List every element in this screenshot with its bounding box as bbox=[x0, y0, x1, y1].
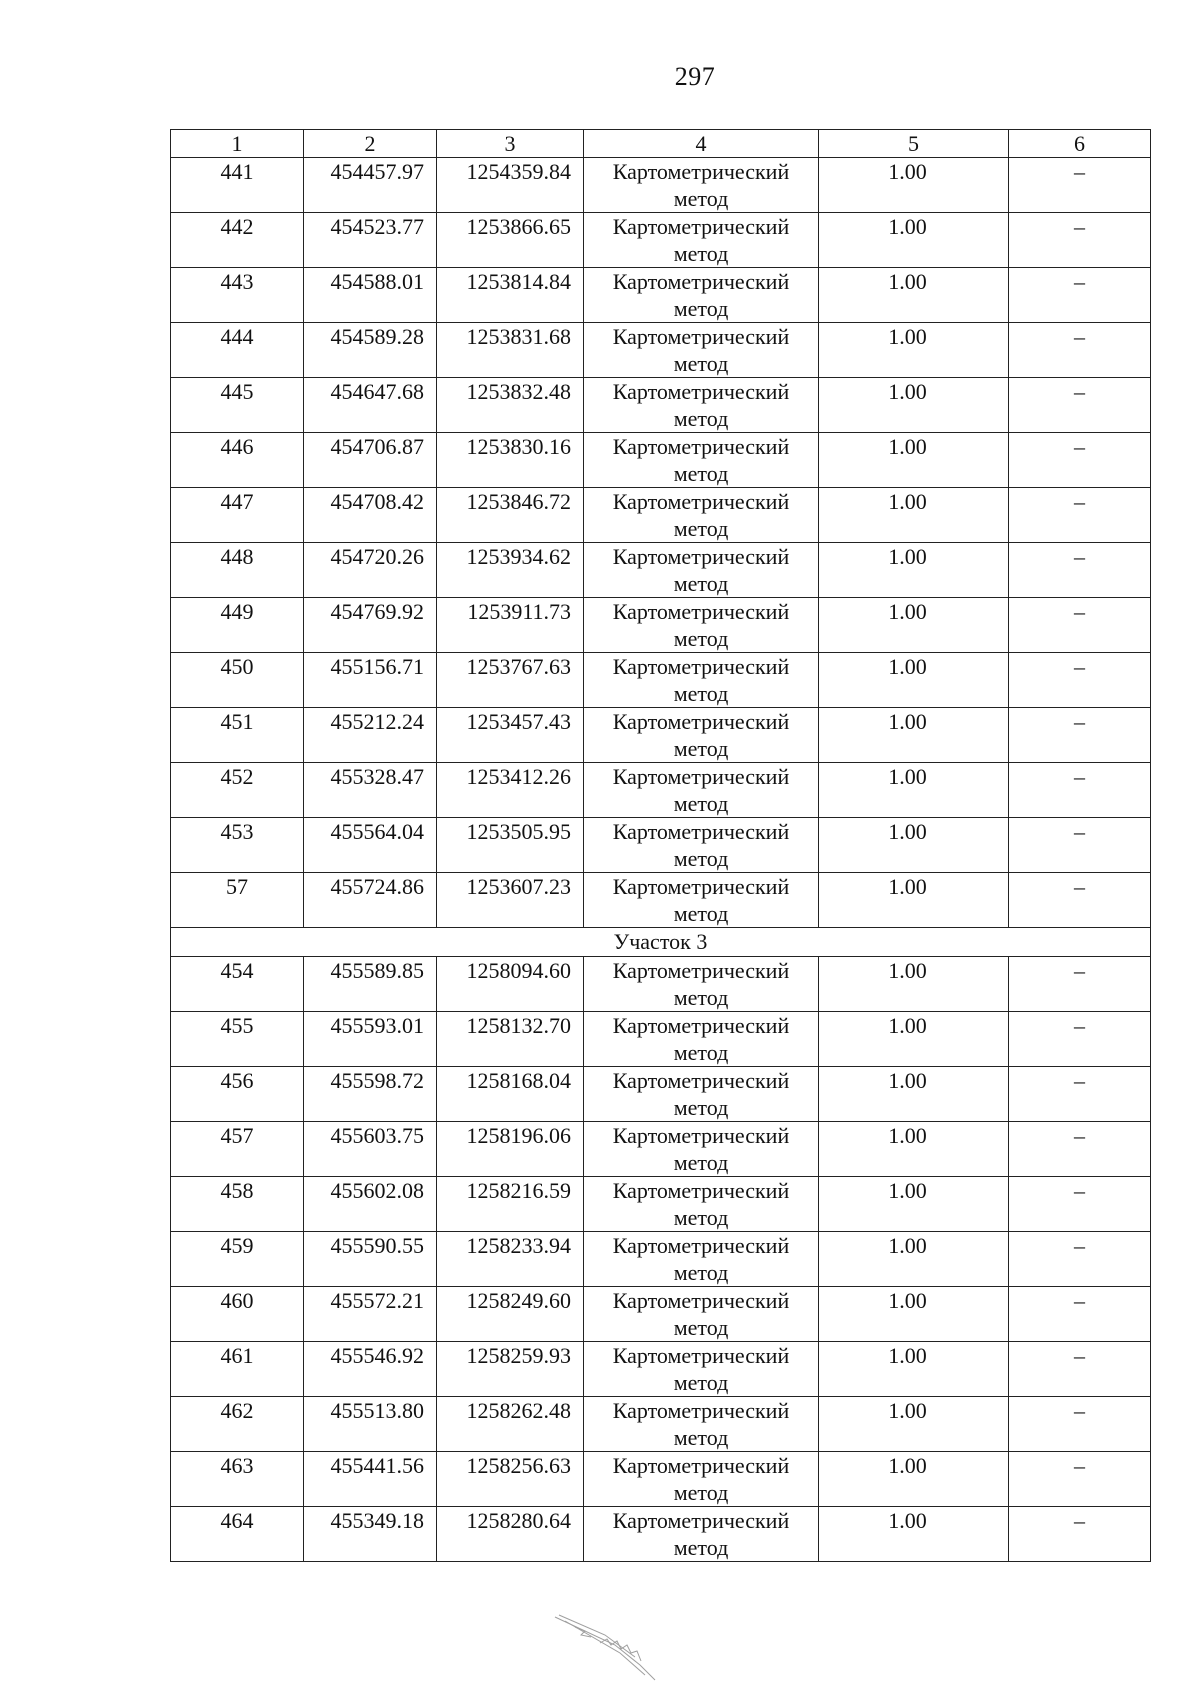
accuracy-value: 1.00 bbox=[819, 708, 1009, 763]
table-row bbox=[171, 653, 1151, 708]
point-number: 445 bbox=[171, 378, 304, 433]
accuracy-value: 1.00 bbox=[819, 598, 1009, 653]
point-number: 462 bbox=[171, 1397, 304, 1452]
table-row bbox=[171, 1177, 1151, 1232]
section-row bbox=[171, 928, 1151, 957]
point-number: 461 bbox=[171, 1342, 304, 1397]
coordinate-x: 455328.47 bbox=[304, 763, 437, 818]
coordinate-y: 1258216.59 bbox=[437, 1177, 584, 1232]
column-number-3: 3 bbox=[437, 130, 584, 158]
point-number: 454 bbox=[171, 957, 304, 1012]
determination-method: Картометрический метод bbox=[584, 653, 819, 708]
determination-method: Картометрический метод bbox=[584, 1287, 819, 1342]
determination-method: Картометрический метод bbox=[584, 1232, 819, 1287]
accuracy-value: 1.00 bbox=[819, 433, 1009, 488]
accuracy-value: 1.00 bbox=[819, 818, 1009, 873]
determination-method: Картометрический метод bbox=[584, 158, 819, 213]
determination-method: Картометрический метод bbox=[584, 543, 819, 598]
description-dash: – bbox=[1009, 1232, 1151, 1287]
accuracy-value: 1.00 bbox=[819, 1067, 1009, 1122]
description-dash: – bbox=[1009, 1452, 1151, 1507]
description-dash: – bbox=[1009, 1507, 1151, 1562]
point-number: 459 bbox=[171, 1232, 304, 1287]
coordinate-y: 1258094.60 bbox=[437, 957, 584, 1012]
accuracy-value: 1.00 bbox=[819, 653, 1009, 708]
coordinate-y: 1258249.60 bbox=[437, 1287, 584, 1342]
accuracy-value: 1.00 bbox=[819, 323, 1009, 378]
coordinate-y: 1253814.84 bbox=[437, 268, 584, 323]
description-dash: – bbox=[1009, 763, 1151, 818]
point-number: 463 bbox=[171, 1452, 304, 1507]
description-dash: – bbox=[1009, 598, 1151, 653]
coordinate-x: 455546.92 bbox=[304, 1342, 437, 1397]
determination-method: Картометрический метод bbox=[584, 763, 819, 818]
coordinate-y: 1253934.62 bbox=[437, 543, 584, 598]
determination-method: Картометрический метод bbox=[584, 708, 819, 763]
coordinate-x: 454523.77 bbox=[304, 213, 437, 268]
accuracy-value: 1.00 bbox=[819, 543, 1009, 598]
point-number: 450 bbox=[171, 653, 304, 708]
point-number: 443 bbox=[171, 268, 304, 323]
description-dash: – bbox=[1009, 1397, 1151, 1452]
coordinate-x: 455590.55 bbox=[304, 1232, 437, 1287]
table-row bbox=[171, 378, 1151, 433]
point-number: 457 bbox=[171, 1122, 304, 1177]
table-row bbox=[171, 433, 1151, 488]
coordinate-x: 454589.28 bbox=[304, 323, 437, 378]
page-number: 297 bbox=[674, 62, 716, 91]
coordinate-y: 1253412.26 bbox=[437, 763, 584, 818]
coordinate-x: 455156.71 bbox=[304, 653, 437, 708]
coordinate-x: 455593.01 bbox=[304, 1012, 437, 1067]
column-number-6: 6 bbox=[1009, 130, 1151, 158]
coordinate-y: 1258233.94 bbox=[437, 1232, 584, 1287]
coordinate-y: 1253832.48 bbox=[437, 378, 584, 433]
column-number-5: 5 bbox=[819, 130, 1009, 158]
accuracy-value: 1.00 bbox=[819, 1507, 1009, 1562]
description-dash: – bbox=[1009, 1012, 1151, 1067]
point-number: 448 bbox=[171, 543, 304, 598]
coordinate-x: 455349.18 bbox=[304, 1507, 437, 1562]
coordinate-x: 454457.97 bbox=[304, 158, 437, 213]
point-number: 446 bbox=[171, 433, 304, 488]
table-row bbox=[171, 763, 1151, 818]
point-number: 464 bbox=[171, 1507, 304, 1562]
accuracy-value: 1.00 bbox=[819, 213, 1009, 268]
coordinate-y: 1258262.48 bbox=[437, 1397, 584, 1452]
coordinate-x: 455603.75 bbox=[304, 1122, 437, 1177]
point-number: 456 bbox=[171, 1067, 304, 1122]
table-row bbox=[171, 1287, 1151, 1342]
determination-method: Картометрический метод bbox=[584, 1177, 819, 1232]
determination-method: Картометрический метод bbox=[584, 1452, 819, 1507]
coordinate-y: 1258280.64 bbox=[437, 1507, 584, 1562]
description-dash: – bbox=[1009, 378, 1151, 433]
column-number-4: 4 bbox=[584, 130, 819, 158]
description-dash: – bbox=[1009, 818, 1151, 873]
coordinate-y: 1253607.23 bbox=[437, 873, 584, 928]
table-row bbox=[171, 1452, 1151, 1507]
coordinate-y: 1253505.95 bbox=[437, 818, 584, 873]
table-row bbox=[171, 1397, 1151, 1452]
determination-method: Картометрический метод bbox=[584, 1012, 819, 1067]
coordinate-y: 1258168.04 bbox=[437, 1067, 584, 1122]
coordinate-x: 455572.21 bbox=[304, 1287, 437, 1342]
accuracy-value: 1.00 bbox=[819, 763, 1009, 818]
accuracy-value: 1.00 bbox=[819, 1177, 1009, 1232]
table-row bbox=[171, 268, 1151, 323]
coordinate-x: 454708.42 bbox=[304, 488, 437, 543]
determination-method: Картометрический метод bbox=[584, 1122, 819, 1177]
description-dash: – bbox=[1009, 213, 1151, 268]
point-number: 444 bbox=[171, 323, 304, 378]
point-number: 458 bbox=[171, 1177, 304, 1232]
description-dash: – bbox=[1009, 488, 1151, 543]
section-title: Участок 3 bbox=[171, 928, 1151, 957]
determination-method: Картометрический метод bbox=[584, 268, 819, 323]
description-dash: – bbox=[1009, 433, 1151, 488]
determination-method: Картометрический метод bbox=[584, 378, 819, 433]
coordinate-y: 1258196.06 bbox=[437, 1122, 584, 1177]
coordinate-y: 1253846.72 bbox=[437, 488, 584, 543]
table-row bbox=[171, 1232, 1151, 1287]
point-number: 442 bbox=[171, 213, 304, 268]
point-number: 455 bbox=[171, 1012, 304, 1067]
description-dash: – bbox=[1009, 1342, 1151, 1397]
column-number-2: 2 bbox=[304, 130, 437, 158]
column-number-1: 1 bbox=[171, 130, 304, 158]
description-dash: – bbox=[1009, 957, 1151, 1012]
table-row bbox=[171, 543, 1151, 598]
description-dash: – bbox=[1009, 708, 1151, 763]
description-dash: – bbox=[1009, 1287, 1151, 1342]
determination-method: Картометрический метод bbox=[584, 213, 819, 268]
coordinate-y: 1253767.63 bbox=[437, 653, 584, 708]
description-dash: – bbox=[1009, 543, 1151, 598]
coordinates-table-body bbox=[171, 130, 1151, 1562]
determination-method: Картометрический метод bbox=[584, 1342, 819, 1397]
determination-method: Картометрический метод bbox=[584, 1507, 819, 1562]
point-number: 449 bbox=[171, 598, 304, 653]
determination-method: Картометрический метод bbox=[584, 1067, 819, 1122]
point-number: 460 bbox=[171, 1287, 304, 1342]
table-row bbox=[171, 873, 1151, 928]
coordinate-x: 455598.72 bbox=[304, 1067, 437, 1122]
column-number-row bbox=[171, 130, 1151, 158]
accuracy-value: 1.00 bbox=[819, 1232, 1009, 1287]
table-row bbox=[171, 1122, 1151, 1177]
coordinate-x: 455724.86 bbox=[304, 873, 437, 928]
accuracy-value: 1.00 bbox=[819, 873, 1009, 928]
coordinate-y: 1253831.68 bbox=[437, 323, 584, 378]
description-dash: – bbox=[1009, 1177, 1151, 1232]
coordinate-y: 1253830.16 bbox=[437, 433, 584, 488]
coordinates-table bbox=[170, 129, 1151, 1562]
coordinate-x: 455212.24 bbox=[304, 708, 437, 763]
determination-method: Картометрический метод bbox=[584, 598, 819, 653]
point-number: 452 bbox=[171, 763, 304, 818]
description-dash: – bbox=[1009, 158, 1151, 213]
description-dash: – bbox=[1009, 268, 1151, 323]
determination-method: Картометрический метод bbox=[584, 488, 819, 543]
accuracy-value: 1.00 bbox=[819, 1397, 1009, 1452]
determination-method: Картометрический метод bbox=[584, 957, 819, 1012]
table-row bbox=[171, 1012, 1151, 1067]
point-number: 447 bbox=[171, 488, 304, 543]
ink-mark-scribble bbox=[545, 1605, 665, 1685]
coordinate-y: 1258256.63 bbox=[437, 1452, 584, 1507]
coordinate-x: 454588.01 bbox=[304, 268, 437, 323]
coordinate-x: 454706.87 bbox=[304, 433, 437, 488]
accuracy-value: 1.00 bbox=[819, 378, 1009, 433]
accuracy-value: 1.00 bbox=[819, 488, 1009, 543]
coordinate-y: 1253457.43 bbox=[437, 708, 584, 763]
determination-method: Картометрический метод bbox=[584, 818, 819, 873]
table-row bbox=[171, 1342, 1151, 1397]
point-number: 451 bbox=[171, 708, 304, 763]
table-row bbox=[171, 598, 1151, 653]
determination-method: Картометрический метод bbox=[584, 433, 819, 488]
table-row bbox=[171, 158, 1151, 213]
determination-method: Картометрический метод bbox=[584, 1397, 819, 1452]
accuracy-value: 1.00 bbox=[819, 1452, 1009, 1507]
accuracy-value: 1.00 bbox=[819, 1012, 1009, 1067]
coordinate-x: 455513.80 bbox=[304, 1397, 437, 1452]
description-dash: – bbox=[1009, 873, 1151, 928]
coordinate-y: 1254359.84 bbox=[437, 158, 584, 213]
coordinate-x: 455564.04 bbox=[304, 818, 437, 873]
table-row bbox=[171, 323, 1151, 378]
table-row bbox=[171, 957, 1151, 1012]
table-row bbox=[171, 488, 1151, 543]
accuracy-value: 1.00 bbox=[819, 158, 1009, 213]
description-dash: – bbox=[1009, 653, 1151, 708]
determination-method: Картометрический метод bbox=[584, 873, 819, 928]
coordinate-x: 455589.85 bbox=[304, 957, 437, 1012]
coordinate-y: 1253866.65 bbox=[437, 213, 584, 268]
accuracy-value: 1.00 bbox=[819, 1122, 1009, 1177]
coordinate-y: 1253911.73 bbox=[437, 598, 584, 653]
point-number: 441 bbox=[171, 158, 304, 213]
coordinate-x: 454720.26 bbox=[304, 543, 437, 598]
coordinate-y: 1258132.70 bbox=[437, 1012, 584, 1067]
coordinate-x: 454769.92 bbox=[304, 598, 437, 653]
table-row bbox=[171, 1067, 1151, 1122]
determination-method: Картометрический метод bbox=[584, 323, 819, 378]
accuracy-value: 1.00 bbox=[819, 1287, 1009, 1342]
description-dash: – bbox=[1009, 323, 1151, 378]
accuracy-value: 1.00 bbox=[819, 1342, 1009, 1397]
point-number: 57 bbox=[171, 873, 304, 928]
table-row bbox=[171, 213, 1151, 268]
coordinate-x: 455602.08 bbox=[304, 1177, 437, 1232]
accuracy-value: 1.00 bbox=[819, 957, 1009, 1012]
coordinate-x: 454647.68 bbox=[304, 378, 437, 433]
description-dash: – bbox=[1009, 1122, 1151, 1177]
coordinate-x: 455441.56 bbox=[304, 1452, 437, 1507]
table-row bbox=[171, 1507, 1151, 1562]
coordinate-y: 1258259.93 bbox=[437, 1342, 584, 1397]
accuracy-value: 1.00 bbox=[819, 268, 1009, 323]
point-number: 453 bbox=[171, 818, 304, 873]
description-dash: – bbox=[1009, 1067, 1151, 1122]
table-row bbox=[171, 708, 1151, 763]
table-row bbox=[171, 818, 1151, 873]
